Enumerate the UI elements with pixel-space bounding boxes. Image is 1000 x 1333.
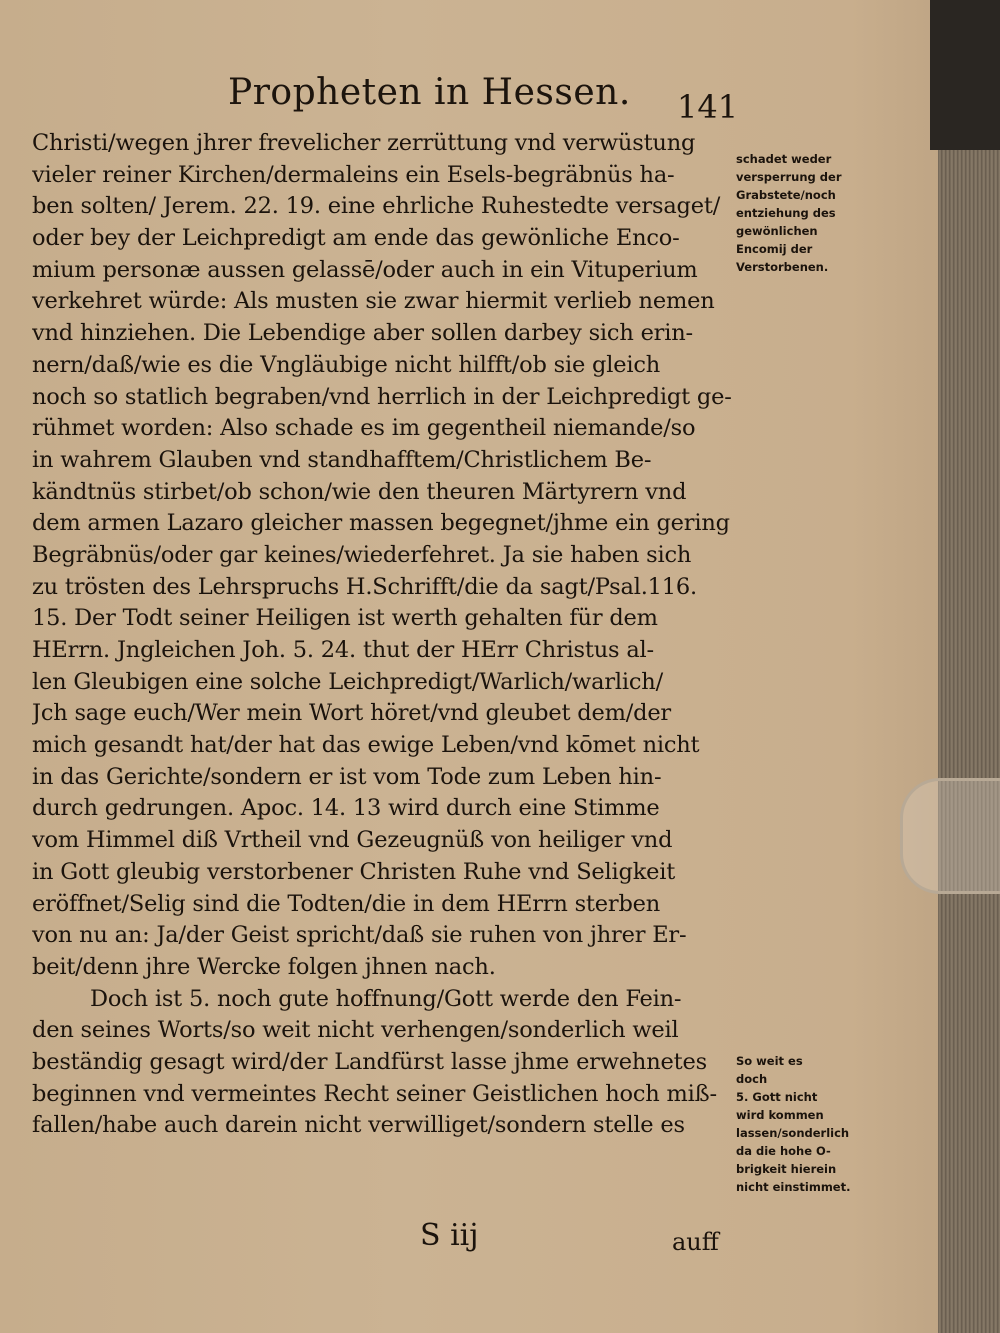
margin-line: schadet weder	[736, 152, 832, 166]
text-line: verkehret würde: Als musten sie zwar hiermit verlieb nemen	[32, 288, 715, 315]
margin-line: da die hohe O-	[736, 1144, 831, 1158]
margin-line: gewönlichen	[736, 224, 818, 238]
text-line: beständig gesagt wird/der Landfürst lasse jhme erwehnetes	[32, 1048, 707, 1075]
text-line: 15. Der Todt seiner Heiligen ist werth gehalten für dem	[32, 605, 658, 632]
text-line: zu trösten des Lehrspruchs H.Schrifft/die da sagt/Psal.116.	[32, 573, 697, 600]
text-line: durch gedrungen. Apoc. 14. 13 wird durch eine Stimme	[32, 795, 660, 822]
margin-line: Verstorbenen.	[736, 260, 829, 274]
margin-line: lassen/sonderlich	[736, 1126, 850, 1140]
catchword: auff	[672, 1228, 719, 1256]
page-edge	[938, 0, 1000, 1333]
text-line: Jch sage euch/Wer mein Wort höret/vnd gleubet dem/der	[32, 700, 671, 727]
margin-line: nicht einstimmet.	[736, 1180, 851, 1194]
text-line: in Gott gleubig verstorbener Christen Ruhe vnd Seligkeit	[32, 858, 676, 885]
margin-line: wird kommen	[736, 1108, 824, 1122]
text-line: beginnen vnd vermeintes Recht seiner Geistlichen hoch miß-	[32, 1080, 717, 1107]
text-line: noch so statlich begraben/vnd herrlich in der Leichpredigt ge-	[32, 383, 732, 410]
text-line: vieler reiner Kirchen/dermaleins ein Esels-begräbnüs ha-	[32, 161, 675, 188]
margin-line: versperrung der	[736, 170, 842, 184]
paragraph-start-line: Doch ist 5. noch gute hoffnung/Gott werde den Fein-	[90, 985, 682, 1012]
text-line: HErrn. Jngleichen Joh. 5. 24. thut der HErr Christus al-	[32, 637, 654, 663]
text-line: kändtnüs stirbet/ob schon/wie den theuren Märtyrern vnd	[32, 478, 687, 505]
text-line: in wahrem Glauben vnd standhafftem/Christlichem Be-	[32, 446, 652, 473]
marginal-note-burial	[736, 150, 886, 276]
margin-line: So weit es	[736, 1054, 803, 1068]
margin-line: 5. Gott nicht	[736, 1090, 818, 1104]
text-line: ben solten/ Jerem. 22. 19. eine ehrliche Ruhestedte versaget/	[32, 193, 721, 220]
text-line: nern/daß/wie es die Vngläubige nicht hilfft/ob sie gleich	[32, 351, 661, 378]
folio-number: 141	[677, 88, 739, 126]
signature-mark: S iij	[420, 1218, 479, 1253]
text-line: den seines Worts/so weit nicht verhengen/sonderlich weil	[32, 1017, 679, 1044]
text-line: vnd hinziehen. Die Lebendige aber sollen darbey sich erin-	[32, 320, 693, 347]
page-clip	[900, 778, 1000, 894]
margin-line: entziehung des	[736, 206, 836, 220]
text-line: mich gesandt hat/der hat das ewige Leben/vnd kōmet nicht	[32, 732, 700, 759]
text-line: oder bey der Leichpredigt am ende das gewönliche Enco-	[32, 225, 680, 252]
margin-line: Encomij der	[736, 242, 813, 256]
main-text	[32, 128, 744, 1142]
running-header: Propheten in Hessen.	[228, 72, 631, 113]
text-line: dem armen Lazaro gleicher massen begegnet/jhme ein gering	[32, 510, 730, 537]
margin-line: brigkeit hierein	[736, 1162, 837, 1176]
text-line: mium personæ aussen gelassē/oder auch in ein Vituperium	[32, 256, 698, 283]
text-line: fallen/habe auch darein nicht verwilliget/sondern stelle es	[32, 1112, 685, 1139]
margin-line: doch	[736, 1072, 768, 1086]
text-line: eröffnet/Selig sind die Todten/die in dem HErrn sterben	[32, 890, 661, 917]
text-line: vom Himmel diß Vrtheil vnd Gezeugnüß von heiliger vnd	[32, 827, 673, 854]
text-line: rühmet worden: Also schade es im gegentheil niemande/so	[32, 415, 696, 442]
text-line: Begräbnüs/oder gar keines/wiederfehret. Ja sie haben sich	[32, 541, 692, 568]
text-line: Christi/wegen jhrer frevelicher zerrüttung vnd verwüstung	[32, 130, 696, 156]
text-line: von nu an: Ja/der Geist spricht/daß sie ruhen von jhrer Er-	[32, 922, 687, 949]
text-line: len Gleubigen eine solche Leichpredigt/Warlich/warlich/	[32, 668, 663, 695]
text-line: beit/denn jhre Wercke folgen jhnen nach.	[32, 953, 496, 980]
text-line: in das Gerichte/sondern er ist vom Tode zum Leben hin-	[32, 763, 662, 790]
margin-line: Grabstete/noch	[736, 188, 836, 202]
marginal-note-hope	[736, 1052, 886, 1196]
background-corner	[930, 0, 1000, 150]
